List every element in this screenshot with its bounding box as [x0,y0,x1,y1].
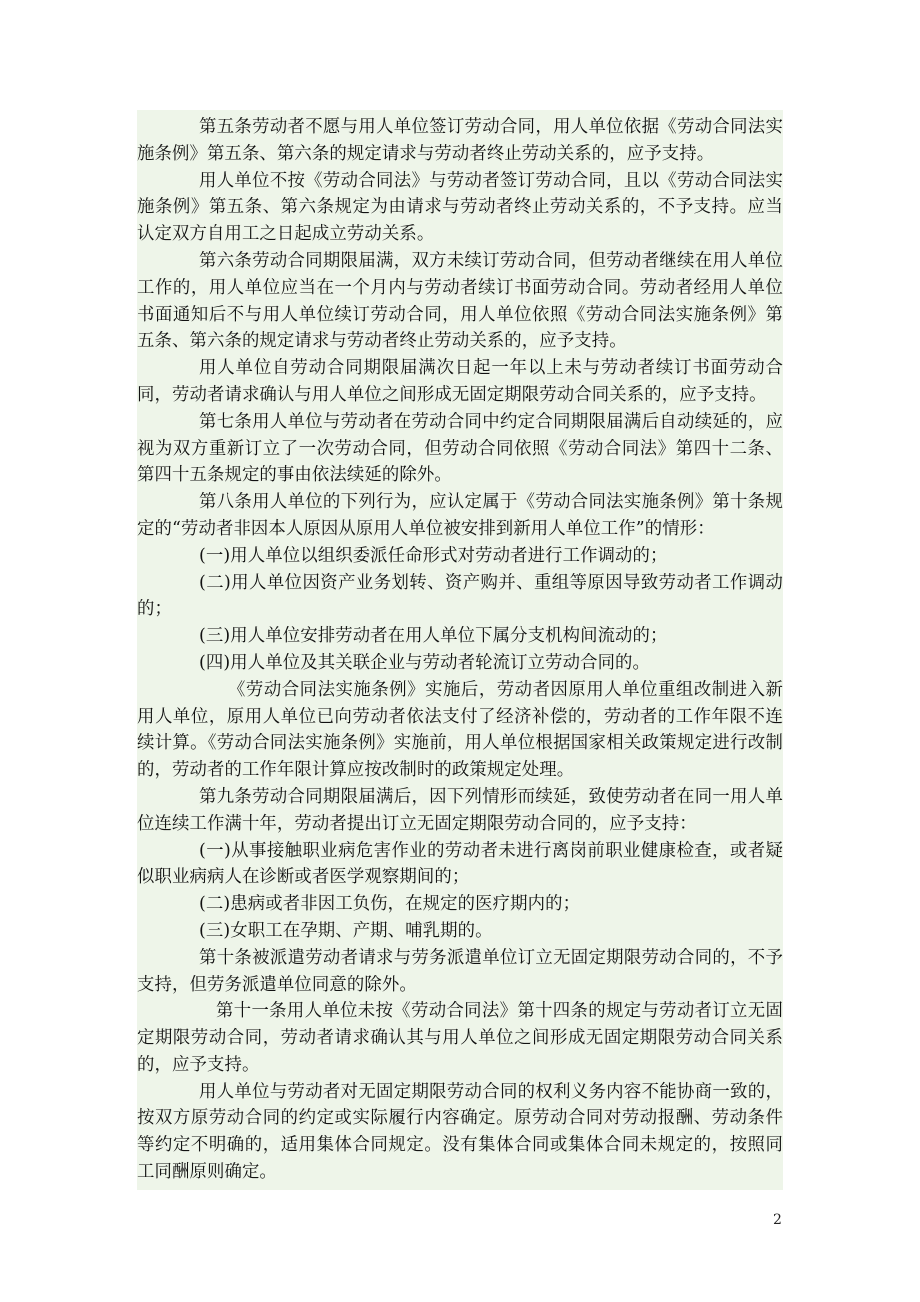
list-item-article-8-2: (二)用人单位因资产业务划转、资产购并、重组等原因导致劳动者工作调动的； [137,572,783,620]
paragraph-article-8-note: 《劳动合同法实施条例》实施后，劳动者因原用人单位重组改制进入新用人单位，原用人单位已向劳动者依法支付了经济补偿的，劳动者的工作年限不连续计算。《劳动合同法实施条例》实施前，用人单位根据国家相关政策规定进行改制的，劳动者的工作年限计算应按改制时的政策规定处理。 [137,679,783,781]
list-item-article-8-3: (三)用人单位安排劳动者在用人单位下属分支机构间流动的； [199,626,668,647]
page-number: 2 [773,1212,782,1228]
paragraph-article-6: 第六条劳动合同期限届满，双方未续订劳动合同，但劳动者继续在用人单位工作的，用人单位应当在一个月内与劳动者续订书面劳动合同。劳动者经用人单位书面通知后不与用人单位续订劳动合同，用人单位依照《劳动合同法实施条例》第五条、第六条的规定请求与劳动者终止劳动关系的，应予支持。 [137,250,783,352]
list-item-article-9-1: (一)从事接触职业病危害作业的劳动者未进行离岗前职业健康检查，或者疑似职业病病人在诊断或者医学观察期间的； [137,840,783,888]
list-item-article-9-3: (三)女职工在孕期、产期、哺乳期的。 [199,920,493,941]
paragraph-article-10: 第十条被派遣劳动者请求与劳务派遣单位订立无固定期限劳动合同的，不予支持，但劳务派遣单位同意的除外。 [137,947,783,995]
paragraph-article-11-note: 用人单位与劳动者对无固定期限劳动合同的权利义务内容不能协商一致的，按双方原劳动合同的约定或实际履行内容确定。原劳动合同对劳动报酬、劳动条件等约定不明确的，适用集体合同规定。没有集体合同或集体合同未规定的，按照同工同酬原则确定。 [137,1081,783,1183]
paragraph-article-7: 第七条用人单位与劳动者在劳动合同中约定合同期限届满后自动续延的，应视为双方重新订立了一次劳动合同，但劳动合同依照《劳动合同法》第四十二条、第四十五条规定的事由依法续延的除外。 [137,411,783,486]
document-body [137,110,783,1190]
paragraph-article-8: 第八条用人单位的下列行为，应认定属于《劳动合同法实施条例》第十条规定的“劳动者非因本人原因从原用人单位被安排到新用人单位工作”的情形： [137,492,783,539]
paragraph-article-9: 第九条劳动合同期限届满后，因下列情形而续延，致使劳动者在同一用人单位连续工作满十年，劳动者提出订立无固定期限劳动合同的，应予支持： [137,786,783,834]
paragraph-article-5: 第五条劳动者不愿与用人单位签订劳动合同，用人单位依据《劳动合同法实施条例》第五条、第六条的规定请求与劳动者终止劳动关系的，应予支持。 [137,117,783,164]
list-item-article-8-4: (四)用人单位及其关联企业与劳动者轮流订立劳动合同的。 [199,652,651,673]
paragraph-article-11: 第十一条用人单位未按《劳动合同法》第十四条的规定与劳动者订立无固定期限劳动合同，劳动者请求确认其与用人单位之间形成无固定期限劳动合同关系的，应予支持。 [137,1001,783,1075]
list-item-article-8-1: (一)用人单位以组织委派任命形式对劳动者进行工作调动的； [199,545,668,566]
paragraph-article-5-note: 用人单位不按《劳动合同法》与劳动者签订劳动合同，且以《劳动合同法实施条例》第五条、第六条规定为由请求与劳动者终止劳动关系的，不予支持。应当认定双方自用工之日起成立劳动关系。 [137,170,783,245]
paragraph-article-6-note: 用人单位自劳动合同期限届满次日起一年以上未与劳动者续订书面劳动合同，劳动者请求确认与用人单位之间形成无固定期限劳动合同关系的，应予支持。 [137,358,783,405]
list-item-article-9-2: (二)患病或者非因工负伤，在规定的医疗期内的； [199,894,581,915]
